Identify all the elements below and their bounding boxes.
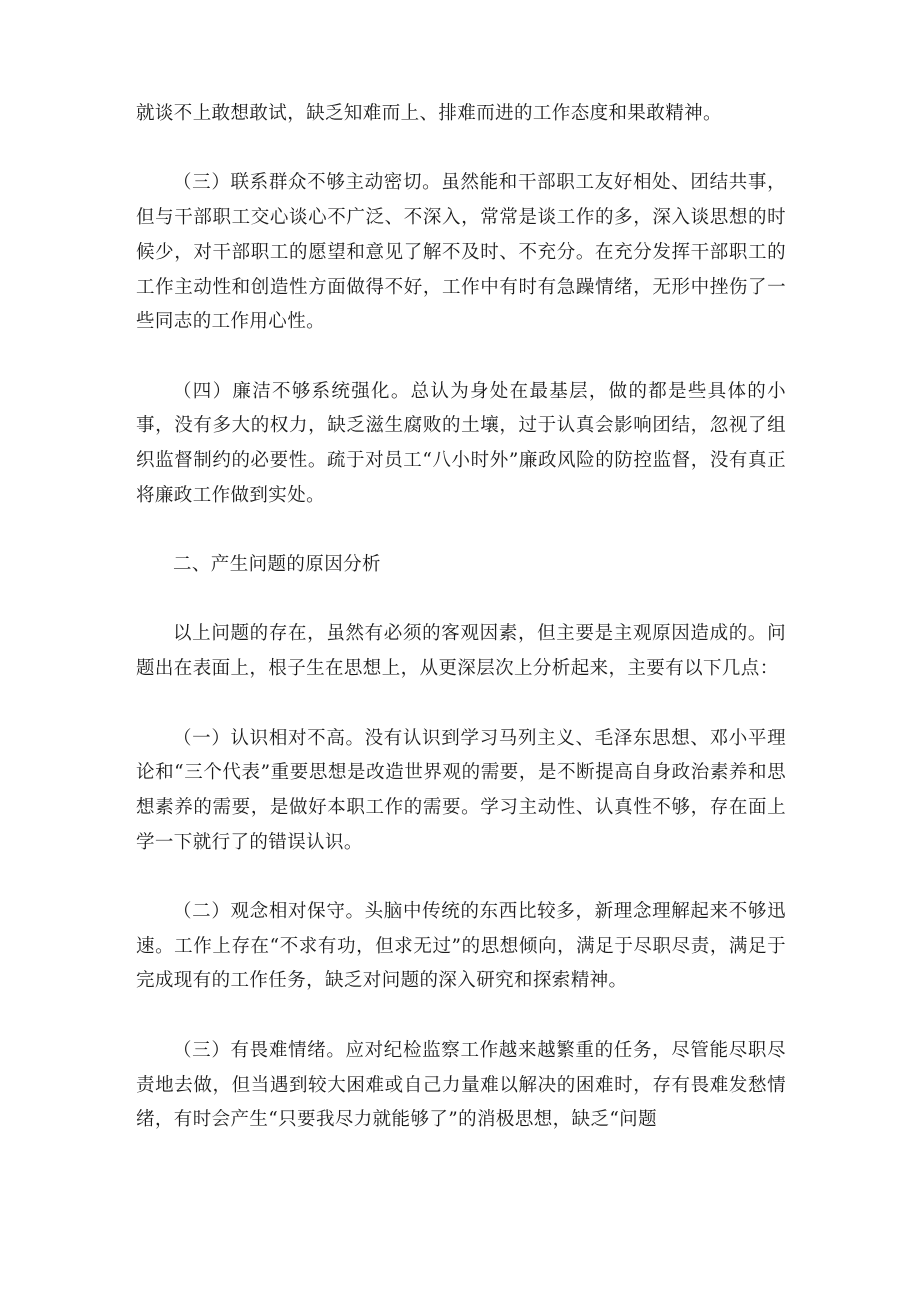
paragraph-continuation: 就谈不上敢想敢试，缺乏知难而上、排难而进的工作态度和果敢精神。 [136,103,722,124]
paragraph-cause-2-conservative: （二）观念相对保守。头脑中传统的东西比较多，新理念理解起来不够迅速。工作上存在“不求有功，但求无过”的思想倾向，满足于尽职尽责，满足于完成现有的工作任务，缺乏对问题的深入研究和探索精神。 [136,901,786,992]
document-body [136,97,786,1173]
paragraph-section-3-contact-masses: （三）联系群众不够主动密切。虽然能和干部职工友好相处、团结共事，但与干部职工交心谈心不广泛、不深入，常常是谈工作的多，深入谈思想的时候少，对干部职工的愿望和意见了解不及时、不充分。在充分发挥干部职工的工作主动性和创造性方面做得不好，工作中有时有急躁情绪，无形中挫伤了一些同志的工作用心性。 [136,172,786,333]
paragraph-section-4-integrity: （四）廉洁不够系统强化。总认为身处在最基层，做的都是些具体的小事，没有多大的权力，缺乏滋生腐败的土壤，过于认真会影响团结，忽视了组织监督制约的必要性。疏于对员工“八小时外”廉政风险的防控监督，没有真正将廉政工作做到实处。 [136,380,786,506]
paragraph-cause-1-awareness: （一）认识相对不高。没有认识到学习马列主义、毛泽东思想、邓小平理论和“三个代表”重要思想是改造世界观的需要，是不断提高自身政治素养和思想素养的需要，是做好本职工作的需要。学习主动性、认真性不够，存在面上学一下就行了的错误认识。 [136,727,786,853]
section-heading-cause-analysis: 二、产生问题的原因分析 [173,554,381,576]
paragraph-cause-intro: 以上问题的存在，虽然有必须的客观因素，但主要是主观原因造成的。问题出在表面上，根子生在思想上，从更深层次上分析起来，主要有以下几点： [136,623,786,680]
paragraph-cause-3-fear-difficulty: （三）有畏难情绪。应对纪检监察工作越来越繁重的任务，尽管能尽职尽责地去做，但当遇到较大困难或自己力量难以解决的困难时，存有畏难发愁情绪，有时会产生“只要我尽力就能够了”的消极思想，缺乏“问题 [136,1039,786,1131]
